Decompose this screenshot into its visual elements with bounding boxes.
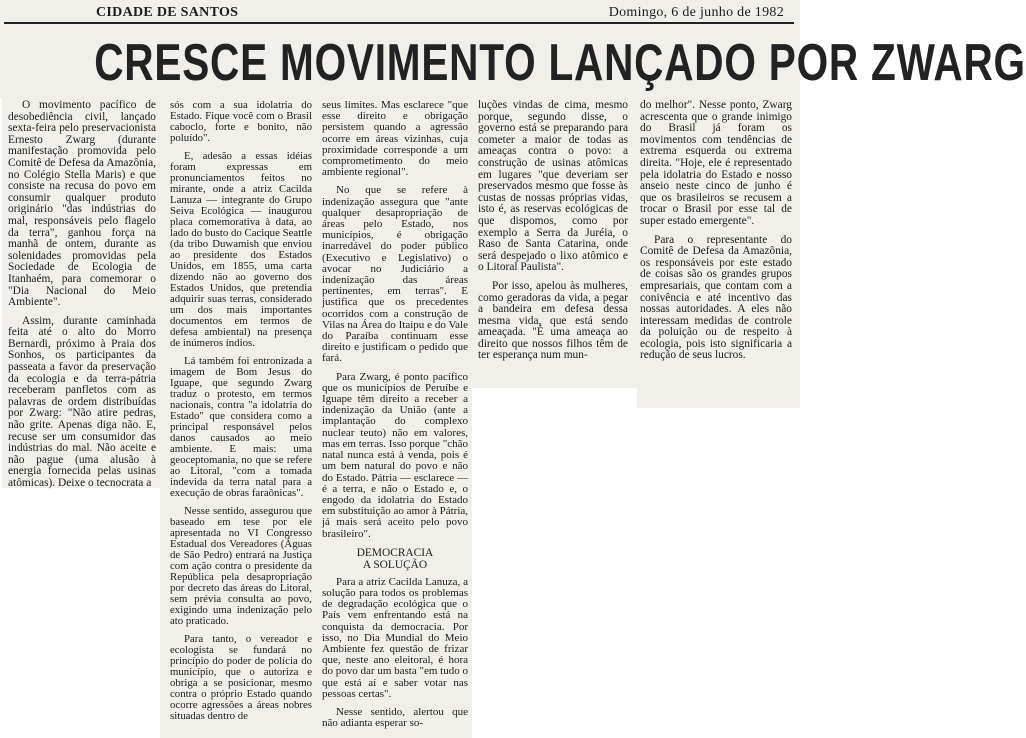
paragraph: Assim, durante caminhada feita até o alto do Morro Bernardi, próximo à Praia dos Sonhos, os participantes da passeata a favor da preservação da ecologia e da terra-pátria receberam panfletos com as palavras de ordem distribuídas por Zwarg: "Não atire pedras, não grite. Apenas diga não. E, recuse ser um consumidor das indústrias do mal. Não aceite e não pague (uma alusão à energia fornecida pelas usinas atômicas). Deixe o tecnocrata a <box>8 314 156 489</box>
article-column-3 <box>322 100 468 736</box>
paragraph: luções vindas de cima, mesmo porque, segundo disse, o governo está se preparando para cometer a maior de todas as ameaças contra o povo: a construção de usinas atômicas em lugares "que deveriam ser preservados mesmo que fosse às custas de nossas próprias vidas, isto é, as reservas ecológicas de que dispomos, como por exemplo a Serra da Juréia, o Raso de Santa Catarina, onde será despejado o lixo atômico e o Litoral Paulista". <box>478 99 628 274</box>
paragraph: Por isso, apelou às mulheres, como geradoras da vida, a pegar a bandeira em defesa dessa mesma vida, que está sendo ameaçada. "É uma ameaça ao direito que nossos filhos têm de ter esperança num mun- <box>478 279 628 362</box>
paragraph: Para o representante do Comitê de Defesa da Amazônia, os responsáveis por este estado de coisas são os grandes grupos empresariais, que contam com a conivência e até incentivo das nossas autoridades. A eles não interessam medidas de controle da poluição ou de respeito à ecologia, pois isto significaria a redução de seus lucros. <box>640 233 792 362</box>
headline: CRESCE MOVIMENTO LANÇADO POR ZWARG <box>94 34 1026 92</box>
paragraph: seus limites. Mas esclarece "que esse direito e obrigação persistem quando a agressão ocorre em áreas vizinhas, cuja proximidade corresponde a um comprometimento do meio ambiente regional". <box>322 99 468 179</box>
paragraph: sós com a sua idolatria do Estado. Fique você com o Brasil caboclo, forte e bonito, não poluído". <box>170 99 312 144</box>
header-rule <box>4 22 794 24</box>
article-column-1 <box>8 100 156 497</box>
paragraph: Para a atriz Cacilda Lanuza, a solução para todos os problemas de degradação ecológica que o País vem enfrentando está na conquista da democracia. Por isso, no Dia Mundial do Meio Ambiente fez questão de frizar que, neste ano eleitoral, é hora do povo dar um basta "em tudo o que está aí e saber votar nas pessoas certas". <box>322 575 468 700</box>
paragraph: Nesse sentido, assegurou que baseado em tese por ele apresentada no VI Congresso Estadual dos Vereadores (Águas de São Pedro) entrará na Justiça com ação contra o presidente da República pela desapropriação por decreto das áreas do Litoral, sem prévia consulta ao povo, exigindo uma indenização pelo ato praticado. <box>170 505 312 627</box>
article-column-2 <box>170 100 312 729</box>
paragraph: E, adesão a essas idéias foram expressas em pronunciamentos feitos no mirante, onde a atriz Cacilda Lanuza — integrante do Grupo Seiva Ecológica — inaugurou placa comemorativa à data, ao lado do busto do Cacique Seattle (da tribo Duwamish que enviou ao presidente dos Estados Unidos, em 1855, uma carta dizendo não ao governo dos Estados Unidos, que pretendia adquirir suas terras, considerado um dos mais importantes documentos em termos de defesa ambiental) na presença de inúmeros índios. <box>170 150 312 349</box>
paragraph: Para Zwarg, é ponto pacífico que os municípios de Peruíbe e Iguape têm direito a receber a indenização da União (ante a implantação do complexo nuclear teuto) não em valores, mas em terras. Isso porque "chão natal nunca está à venda, pois é um bem natural do povo e não do Estado. Pátria — esclarece — é a terra, e não o Estado e, o engodo da idolatria do Estado em substituição ao amor à Pátria, já mais será aceito pelo povo brasileiro". <box>322 370 469 540</box>
article-column-5 <box>640 100 792 369</box>
subheading-line: DEMOCRACIA <box>356 546 434 559</box>
paragraph: Nesse sentido, alertou que não adianta esperar so- <box>322 705 468 730</box>
paragraph: Para tanto, o vereador e ecologista se fundará no princípio do poder de polícia do município, que o autoriza e obriga a se posicionar, mesmo contra o próprio Estado quando ocorre agressões a áreas nobres situadas dentro de <box>170 633 312 722</box>
article-column-4 <box>478 100 628 369</box>
paragraph: O movimento pacífico de desobediência civil, lançado sexta-feira pelo preservacionista Ernesto Zwarg (durante manifestação promovida pelo Comitê de Defesa da Amazônia, no Colégio Stella Maris) e que consiste na recusa do povo em consumir qualquer produto originário "das indústrias do mal, responsáveis pelo flagelo da terra", ganhou força na manhã de ontem, durante as solenidades promovidas pela Sociedade de Ecologia de Itanhaém, para comemorar o "Dia Nacional do Meio Ambiente". <box>8 99 156 309</box>
section-title: CIDADE DE SANTOS <box>96 5 239 20</box>
paragraph: do melhor". Nesse ponto, Zwarg acrescenta que o grande inimigo do Brasil já foram os movimentos com tendências de extrema esquerda ou extrema direita. "Hoje, ele é representado pela idolatria do Estado e nosso anseio neste cinco de junho é que os brasileiros se recusem a trocar o Brasil por esse tal de super estado emergente". <box>640 99 792 227</box>
paragraph: No que se refere à indenização assegura que "ante qualquer desapropriação de áreas pelo Estado, nos municípios, é obrigação inarredável do poder público (Executivo e Legislativo) o avocar no Judiciário a indenização das áreas pertinentes, em terras". E justifica que os precedentes ocorridos com a construção de Vilas na Área do Itaipu e do Vale do Paraíba continuam esse direito e justificam o pedido que fará. <box>322 184 468 365</box>
subheading <box>322 547 468 571</box>
subheading-line: A SOLUÇÃO <box>362 558 428 571</box>
publication-date: Domingo, 6 de junho de 1982 <box>608 5 784 20</box>
paragraph: Lá também foi entronizada a imagem de Bom Jesus do Iguape, que segundo Zwarg traduz o protesto, em termos nacionais, contra "a idolatria do Estado" que considera como a principal responsável pelos danos causados ao meio ambiente. E mais: uma geoceptomania, no que se refere ao Litoral, "com a tomada indevida da terra natal para a execução de obras faraônicas". <box>170 355 312 499</box>
